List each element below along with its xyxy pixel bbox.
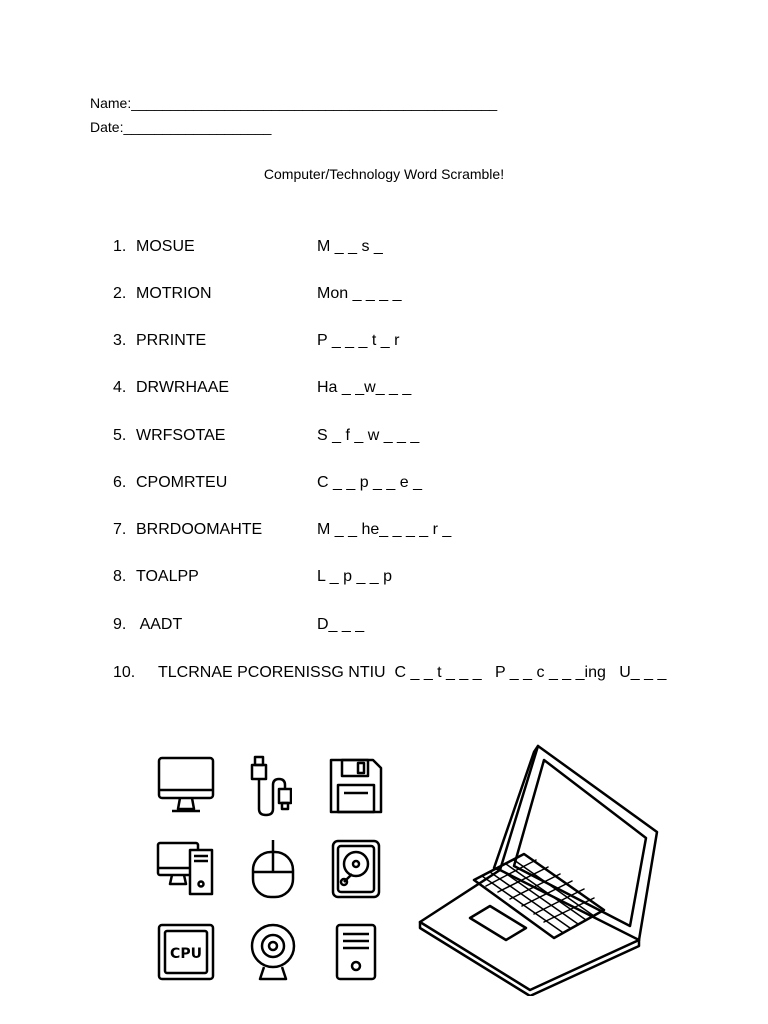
question-6: [113, 474, 227, 492]
hint-8: L _ p _ _ p: [317, 568, 393, 585]
hint-4: Ha _ _w_ _ _: [317, 379, 412, 396]
scrambled-word: CPOMRTEU: [136, 474, 228, 491]
computer-tower-icon: [334, 922, 378, 982]
svg-text:CPU: CPU: [170, 946, 202, 962]
desktop-computer-icon: [156, 840, 216, 898]
mouse-icon: [248, 838, 298, 900]
question-number: 1.: [113, 238, 127, 255]
question-9: [113, 616, 182, 634]
webcam-icon: [246, 922, 300, 982]
hint-3: P _ _ _ t _ r: [317, 332, 400, 349]
question-3: [113, 332, 206, 350]
question-2: [113, 285, 212, 303]
question-number: 2.: [113, 285, 127, 302]
hint-1: M _ _ s _: [317, 238, 383, 255]
scrambled-word: AADT: [136, 616, 183, 633]
name-line: Name:_______________________________________________: [90, 95, 498, 111]
question-10-text: TLCRNAE PCORENISSG NTIU C _ _ t _ _ _ P _ _ c _ _ _ing U_ _ _: [158, 664, 667, 681]
hard-drive-icon: [330, 838, 382, 900]
question-number: 4.: [113, 379, 127, 396]
hint-7: M _ _ he_ _ _ _ r _: [317, 521, 452, 538]
question-number: 3.: [113, 332, 127, 349]
scrambled-word: PRRINTE: [136, 332, 207, 349]
scrambled-word: WRFSOTAE: [136, 427, 226, 444]
question-1: [113, 238, 195, 256]
worksheet-title: Computer/Technology Word Scramble!: [263, 166, 505, 182]
question-7: [113, 521, 262, 539]
scrambled-word: BRRDOOMAHTE: [136, 521, 263, 538]
hint-6: C _ _ p _ _ e _: [317, 474, 422, 491]
question-number: 10.: [113, 664, 136, 681]
scrambled-word: MOSUE: [136, 238, 195, 255]
scrambled-word: DRWRHAAE: [136, 379, 230, 396]
question-5: [113, 427, 225, 445]
hint-5: S _ f _ w _ _ _: [317, 427, 420, 444]
hint-2: Mon _ _ _ _: [317, 285, 402, 302]
laptop-icon: [414, 740, 662, 996]
cpu-chip-icon: [156, 922, 216, 982]
hint-9: D_ _ _: [317, 616, 365, 633]
scrambled-word: MOTRION: [136, 285, 212, 302]
question-number: 5.: [113, 427, 127, 444]
question-number: 6.: [113, 474, 127, 491]
question-10: [113, 664, 666, 682]
question-number: 8.: [113, 568, 127, 585]
floppy-disk-icon: [328, 757, 384, 815]
question-4: [113, 379, 229, 397]
usb-cable-icon: [246, 755, 292, 817]
date-line: Date:___________________: [90, 119, 272, 135]
scrambled-word: TOALPP: [136, 568, 199, 585]
monitor-icon: [156, 755, 216, 817]
question-number: 9.: [113, 616, 127, 633]
question-8: [113, 568, 199, 586]
question-number: 7.: [113, 521, 127, 538]
